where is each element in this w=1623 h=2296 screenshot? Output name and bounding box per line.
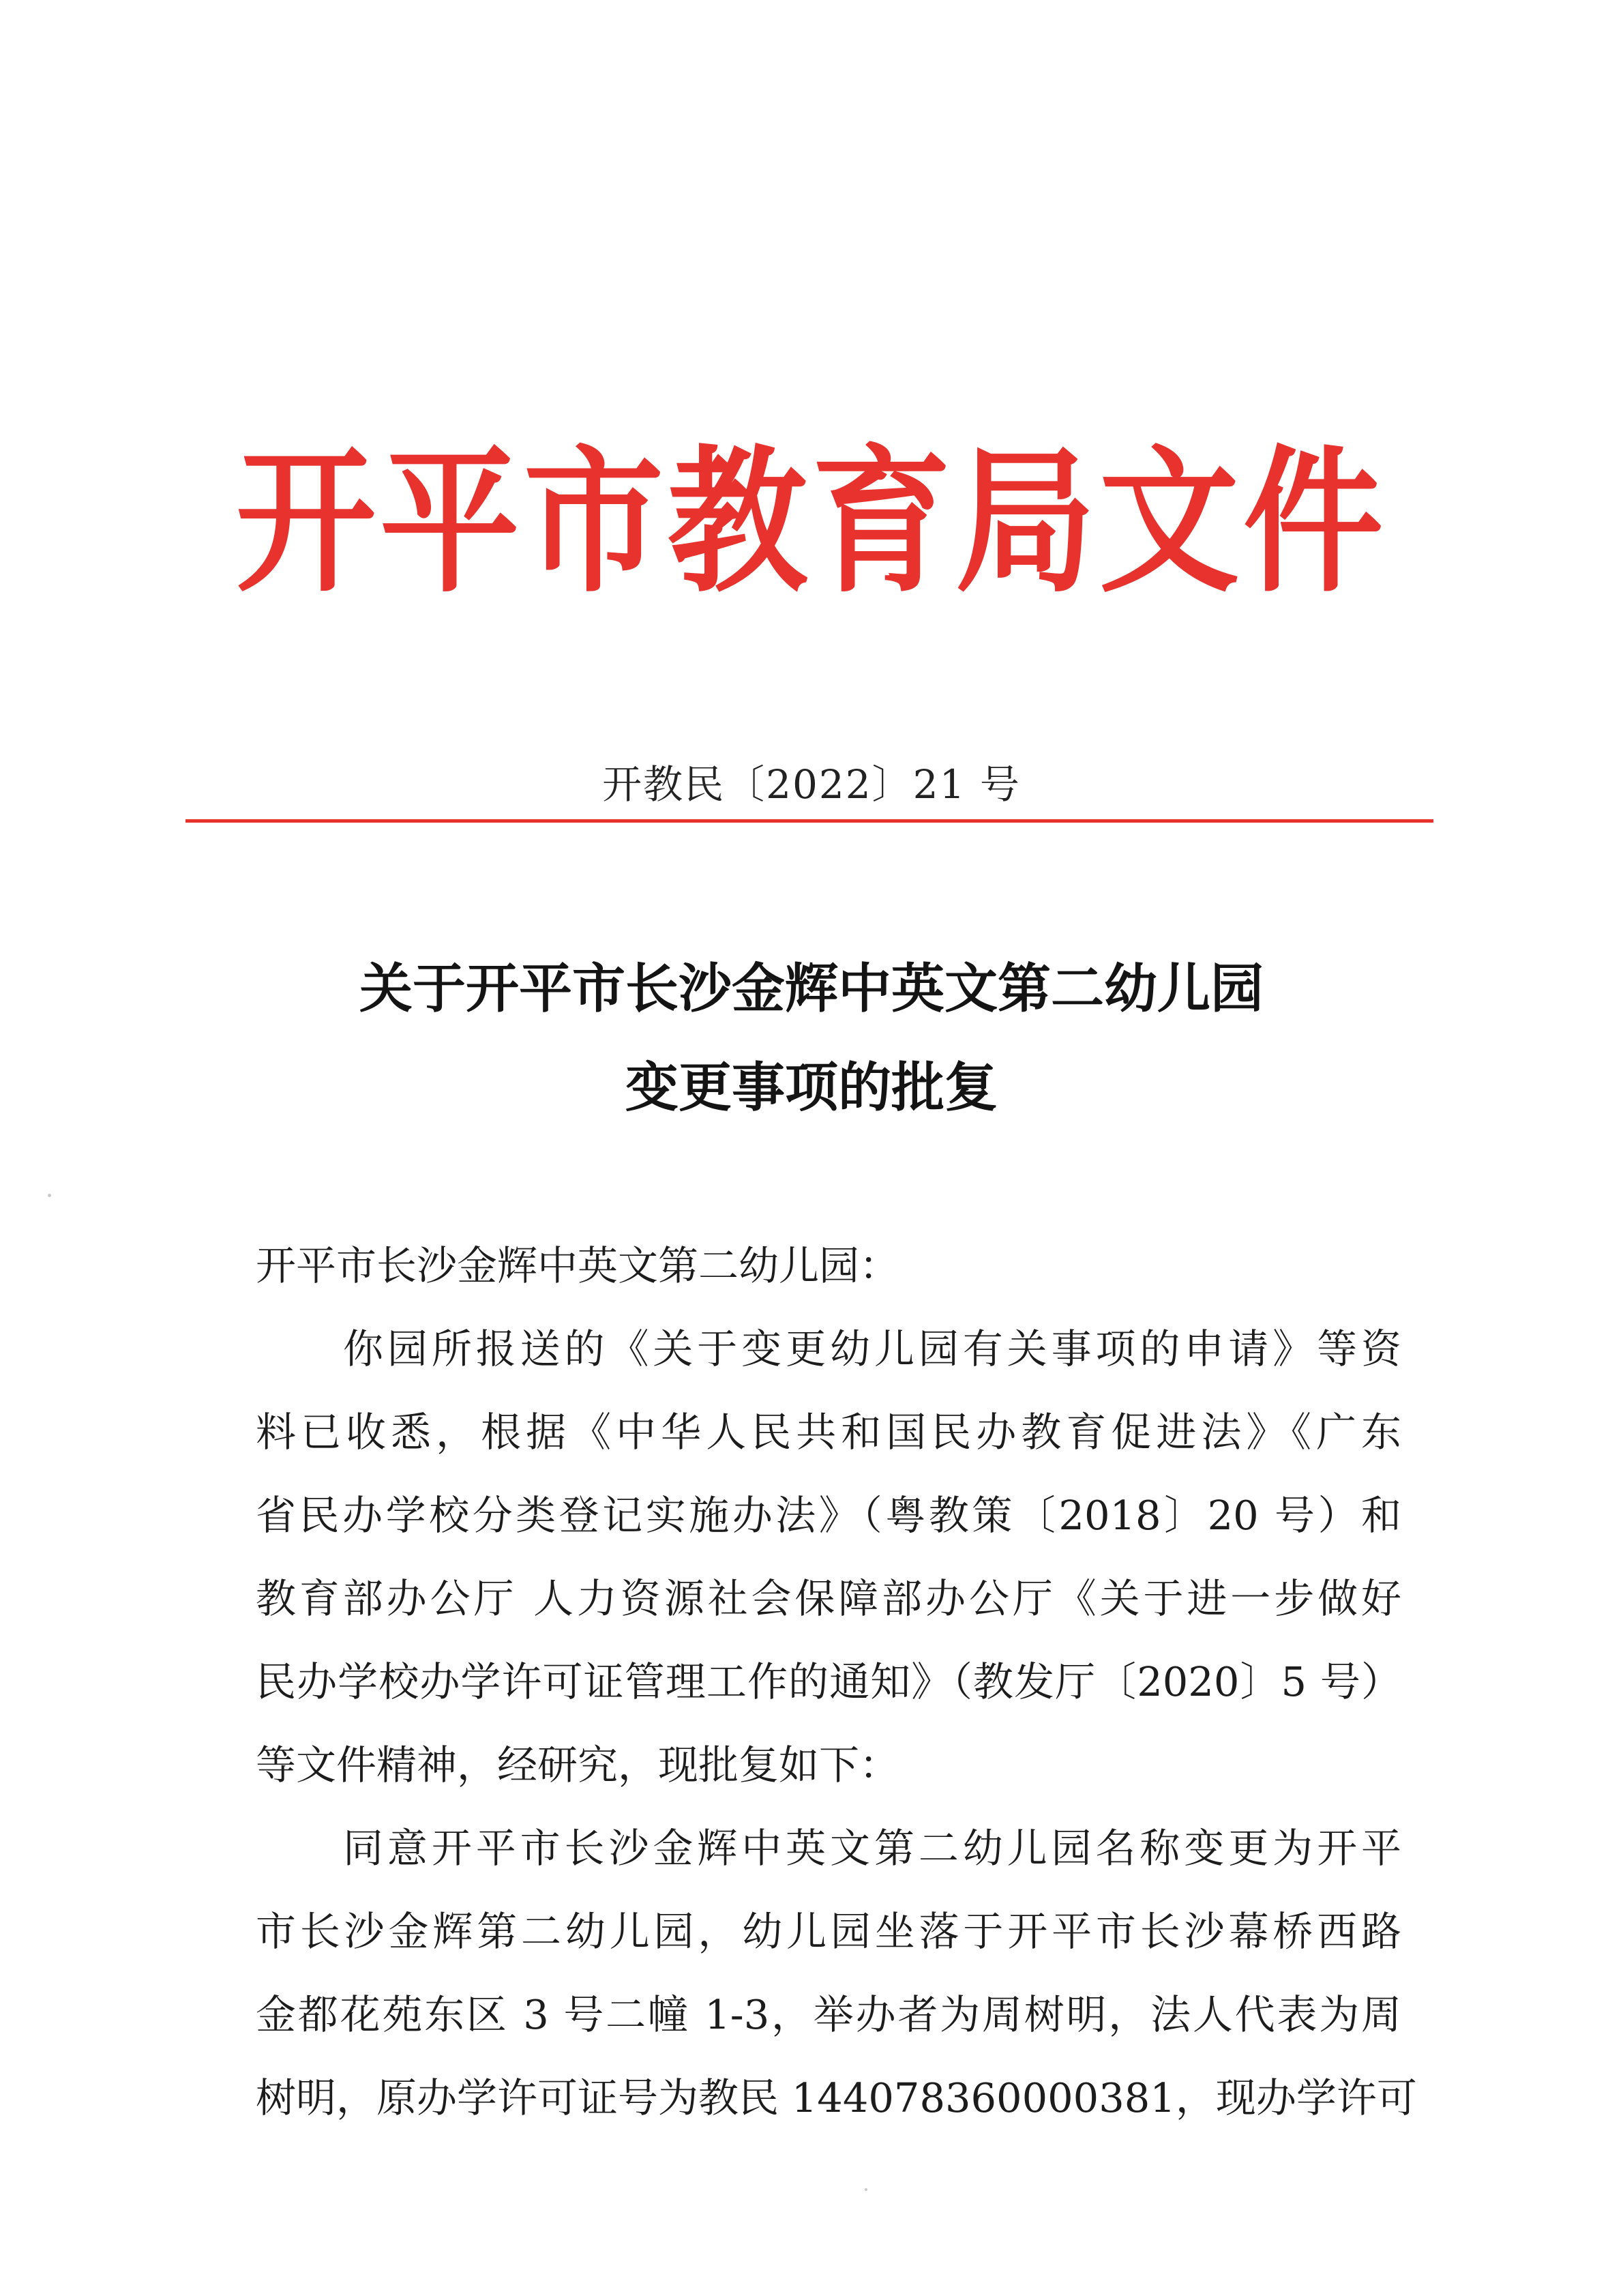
scan-speck	[48, 1194, 51, 1197]
paragraph-line: 金都花苑东区 3 号二幢 1-3，举办者为周树明，法人代表为周	[256, 1991, 1401, 2038]
paragraph-line: 同意开平市长沙金辉中英文第二幼儿园名称变更为开平	[343, 1825, 1401, 1872]
salutation: 开平市长沙金辉中英文第二幼儿园：	[256, 1242, 900, 1289]
document-body	[256, 1224, 1417, 2140]
paragraph-line: 等文件精神，经研究，现批复如下：	[256, 1741, 900, 1789]
paragraph-line: 你园所报送的《关于变更幼儿园有关事项的申请》等资	[343, 1325, 1401, 1372]
document-title-line-1: 关于开平市长沙金辉中英文第二幼儿园	[359, 958, 1264, 1020]
scan-speck	[865, 2188, 867, 2191]
paragraph-line: 料已收悉，根据《中华人民共和国民办教育促进法》《广东	[256, 1409, 1401, 1456]
paragraph-line: 树明，原办学许可证号为教民 144078360000381，现办学许可	[256, 2074, 1417, 2121]
red-divider-line	[185, 819, 1433, 823]
issuer-header: 开平市教育局文件	[236, 430, 1387, 614]
document-title-line-2: 变更事项的批复	[625, 1057, 998, 1119]
paragraph-line: 教育部办公厅 人力资源社会保障部办公厅《关于进一步做好	[256, 1575, 1401, 1622]
paragraph-line: 民办学校办学许可证管理工作的通知》（教发厅〔2020〕5 号）	[256, 1658, 1401, 1705]
paragraph-line: 省民办学校分类登记实施办法》（粤教策〔2018〕20 号）和	[256, 1492, 1401, 1539]
paragraph-line: 市长沙金辉第二幼儿园，幼儿园坐落于开平市长沙幕桥西路	[256, 1908, 1401, 1955]
document-number: 开教民〔2022〕21 号	[602, 761, 1021, 808]
